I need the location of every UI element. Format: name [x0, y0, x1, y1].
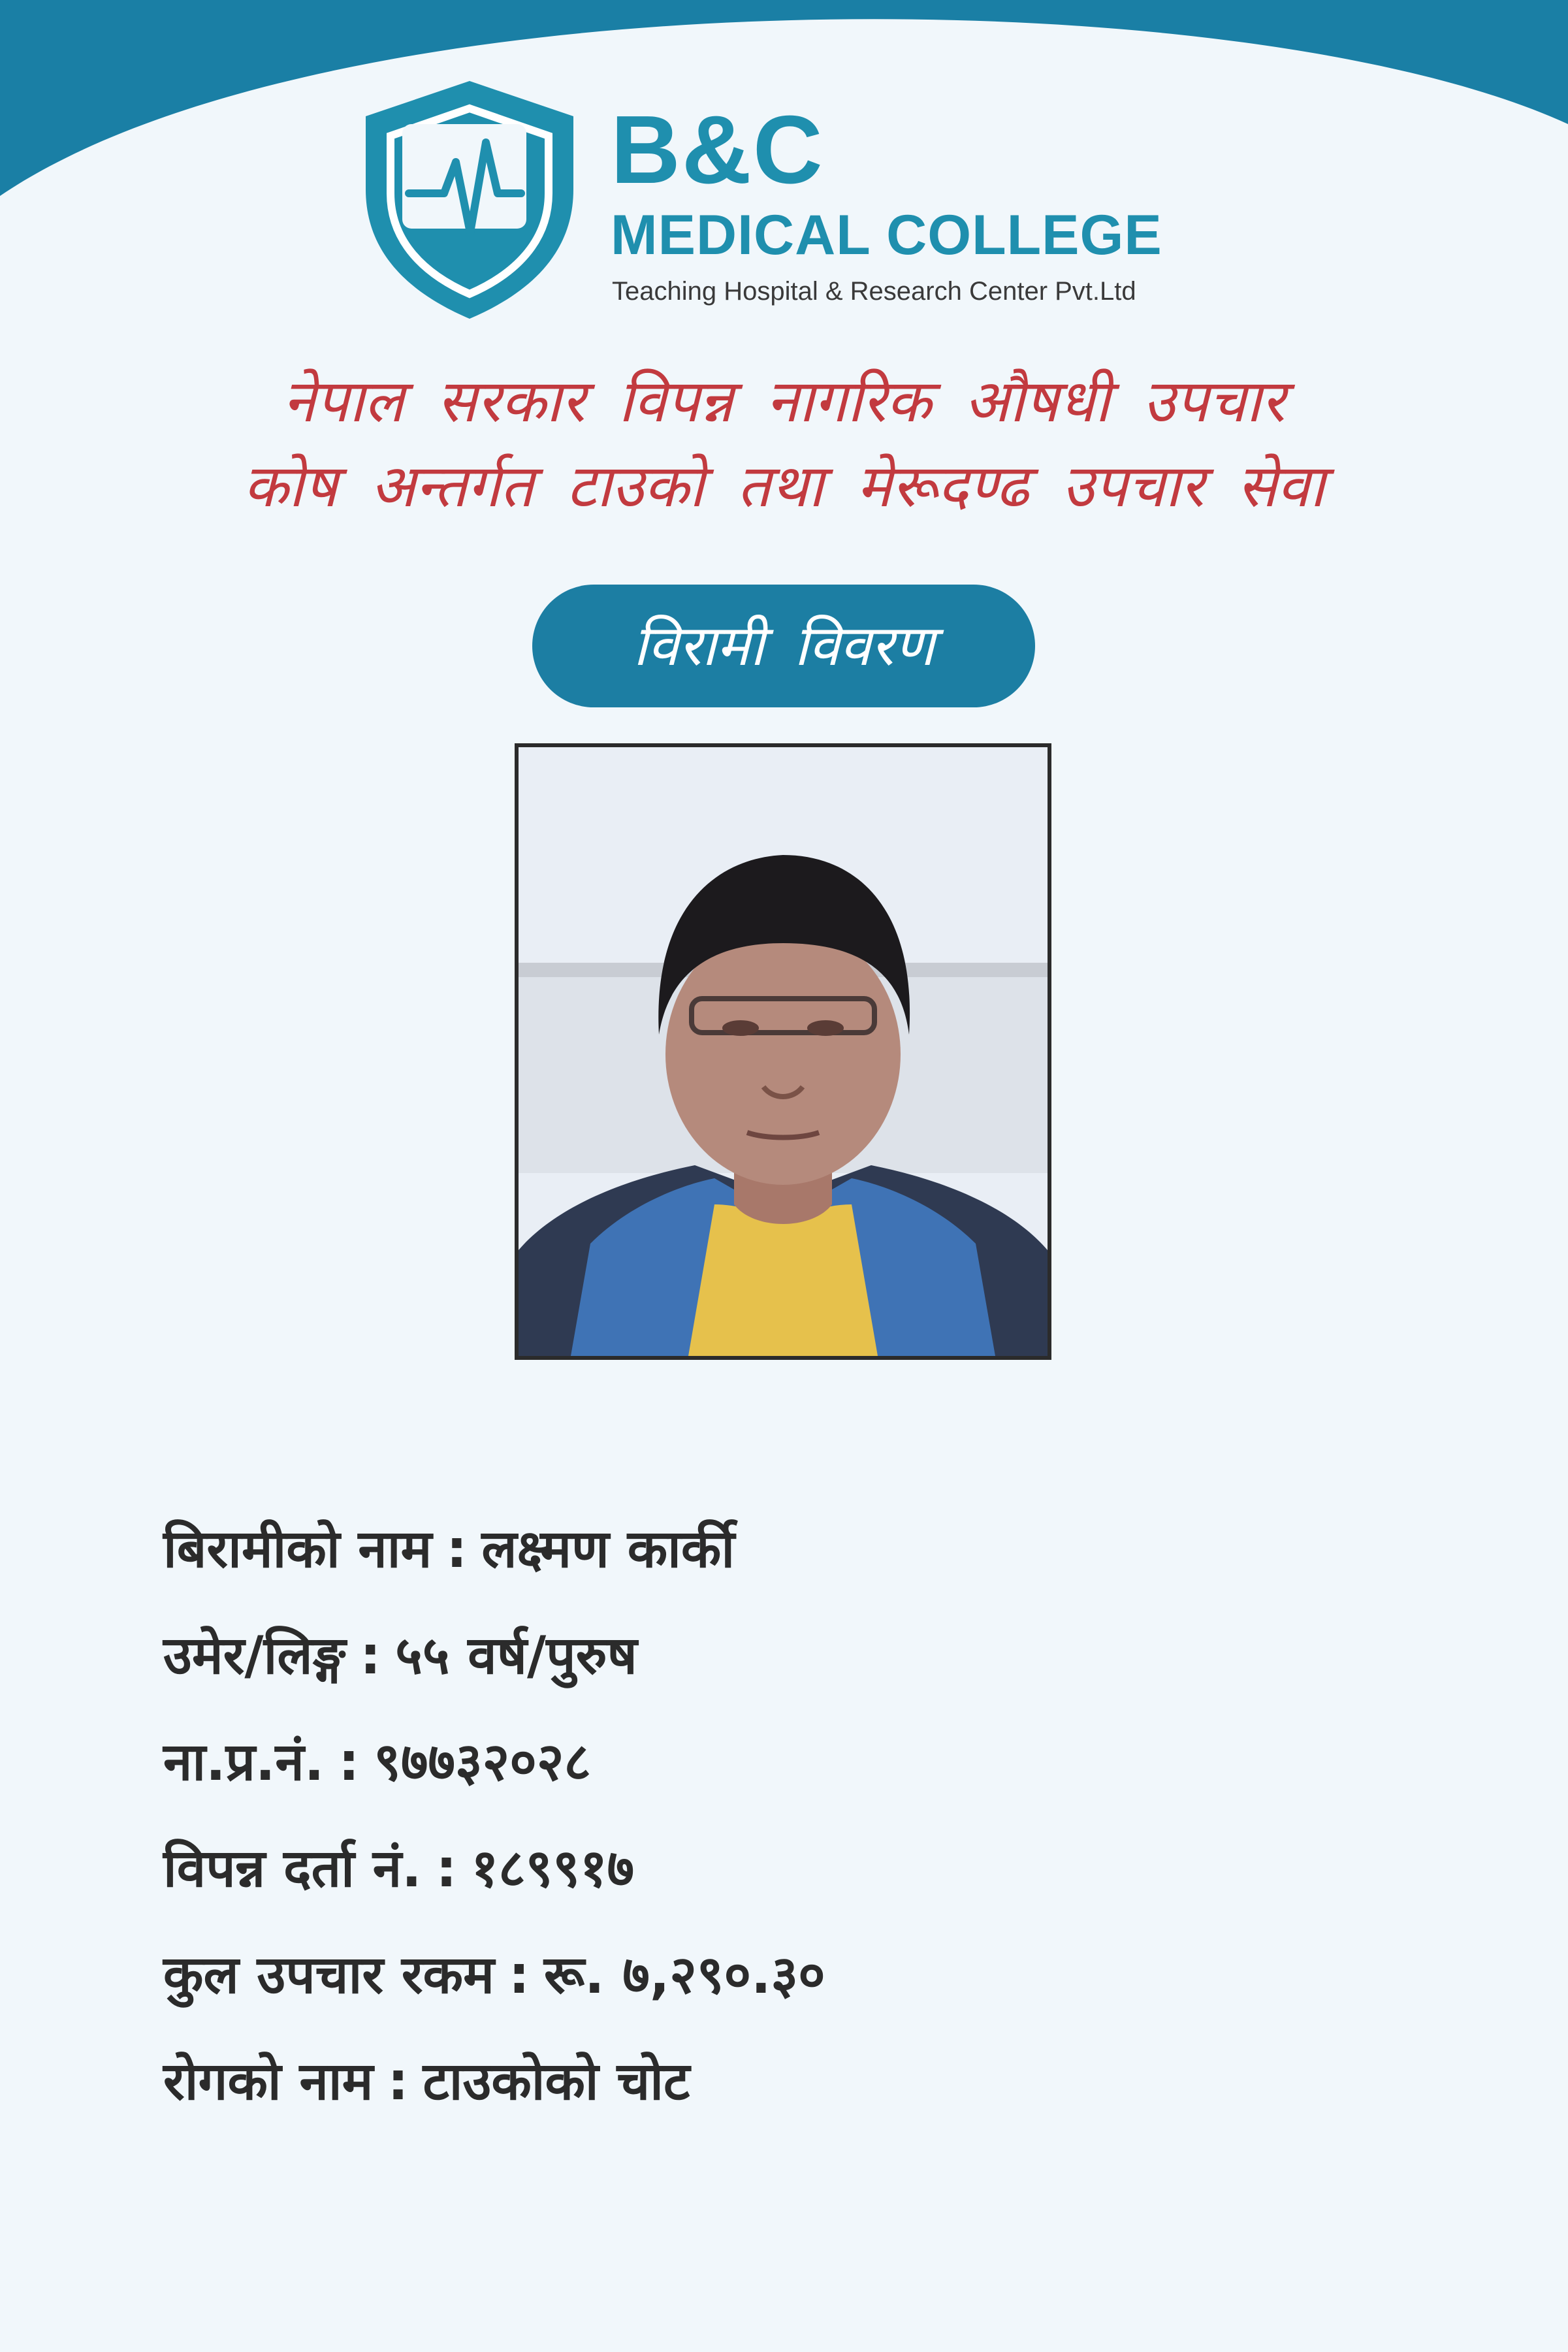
detail-label: उमेर/लिङ्ग [163, 1625, 346, 1686]
shield-heartbeat-logo-icon [358, 78, 581, 321]
detail-value: ९७७३२०२८ [374, 1732, 592, 1792]
detail-value: लक्ष्मण कार्की [481, 1519, 735, 1579]
detail-row-registration-number: विपन्न दर्ता नं. : १८९९१७ [163, 1838, 635, 1899]
patient-portrait-icon [519, 747, 1048, 1356]
detail-value: १८९९१७ [471, 1838, 635, 1899]
patient-photo [515, 743, 1051, 1360]
detail-value: ५५ वर्ष/पुरुष [395, 1625, 637, 1686]
brand-tagline: Teaching Hospital & Research Center Pvt.Ltd [612, 277, 1136, 306]
detail-value: रू. ७,२९०.३० [543, 1944, 825, 2005]
brand-block [611, 98, 1162, 307]
section-title-pill: विरामी विवरण [532, 585, 1035, 707]
brand-college: MEDICAL COLLEGE [611, 204, 1162, 266]
detail-value: टाउकोको चोट [423, 2051, 690, 2112]
brand-name: B&C [611, 96, 824, 204]
detail-row-treatment-amount: कुल उपचार रकम : रू. ७,२९०.३० [163, 1944, 825, 2005]
headline-line-2: कोष अन्तर्गत टाउको तथा मेरूदण्ढ उपचार सेवा [243, 452, 1325, 521]
detail-row-age-gender: उमेर/लिङ्ग : ५५ वर्ष/पुरुष [163, 1625, 637, 1686]
detail-label: रोगको नाम [163, 2051, 374, 2112]
detail-label: कुल उपचार रकम [163, 1944, 494, 2005]
detail-label: विपन्न दर्ता नं. [163, 1838, 422, 1899]
detail-label: ना.प्र.नं. [163, 1732, 325, 1792]
detail-row-name: बिरामीको नाम : लक्ष्मण कार्की [163, 1519, 735, 1579]
patient-details [163, 1496, 1404, 2135]
detail-label: बिरामीको नाम [163, 1519, 432, 1579]
detail-row-disease-name: रोगको नाम : टाउकोको चोट [163, 2051, 690, 2112]
headline-line-1: नेपाल सरकार विपन्न नागरिक औषधी उपचार [283, 367, 1285, 436]
detail-row-citizenship-number: ना.प्र.नं. : ९७७३२०२८ [163, 1732, 592, 1792]
